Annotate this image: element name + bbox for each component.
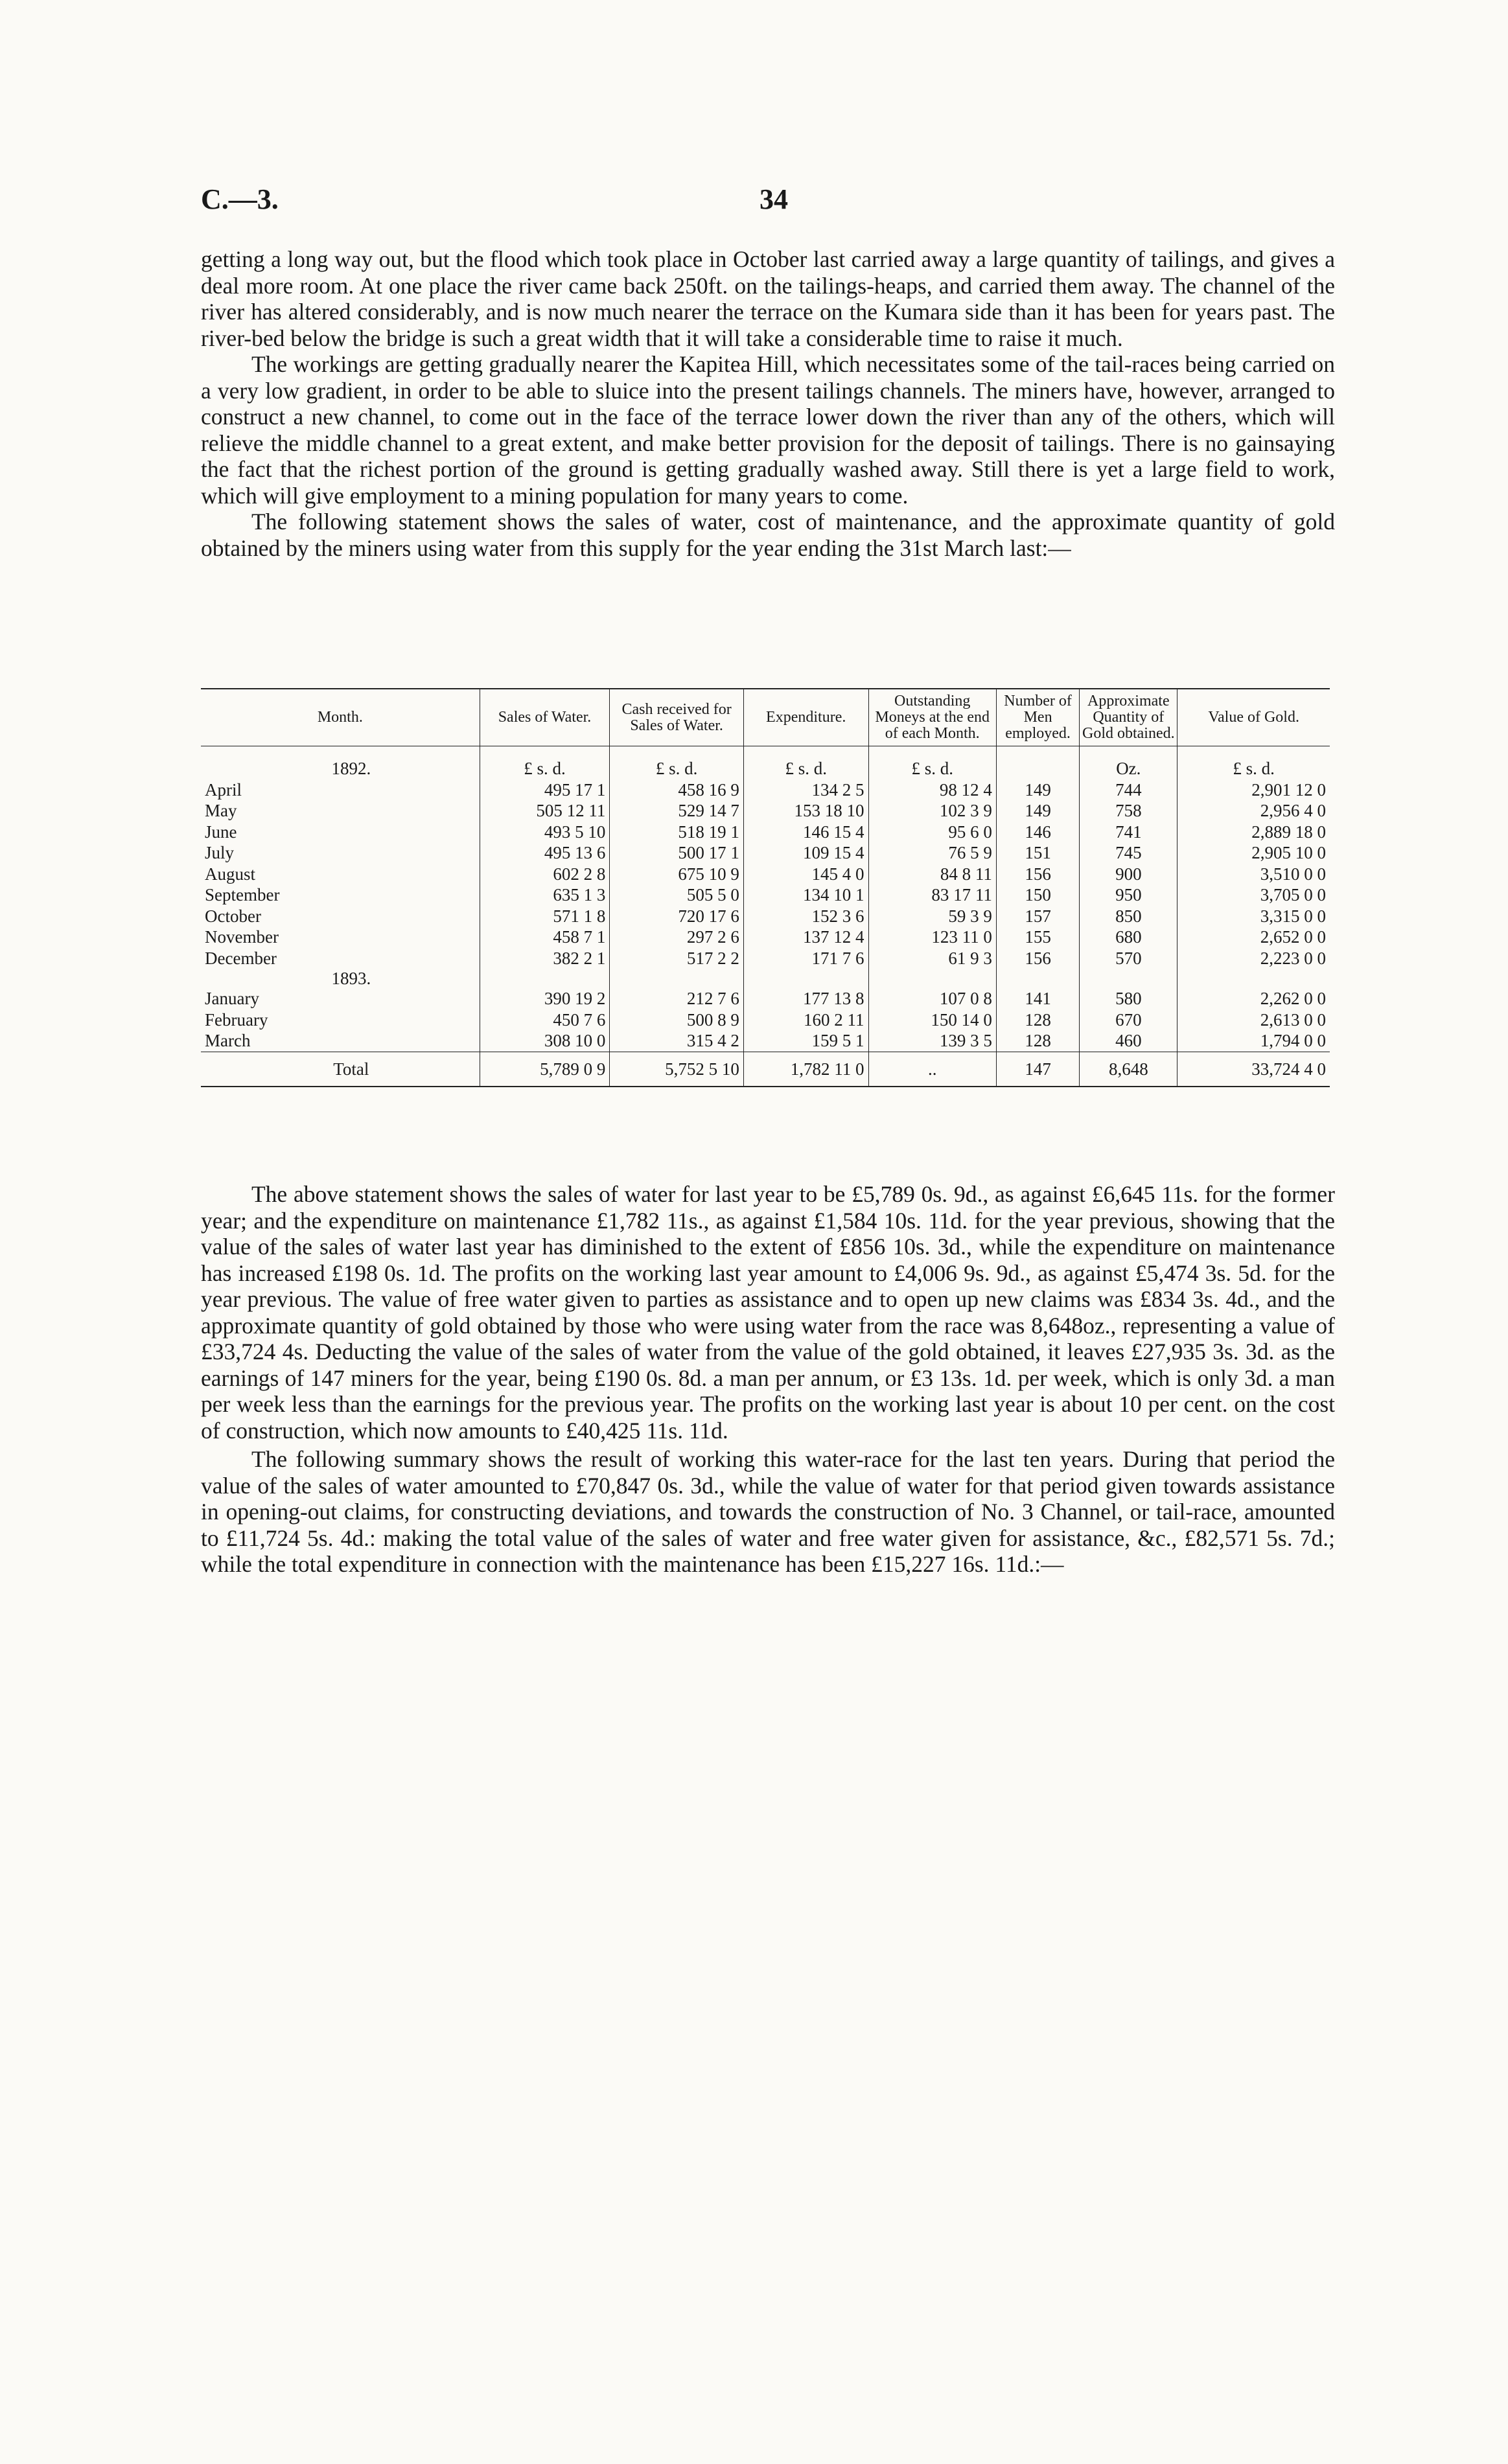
sales-cell: 571 1 8 xyxy=(480,906,610,927)
unit-label: £ s. d. xyxy=(743,746,868,779)
value-cell: 1,794 0 0 xyxy=(1177,1030,1330,1052)
total-cash-cell: 5,752 5 10 xyxy=(610,1052,743,1087)
empty-cell xyxy=(996,969,1079,988)
paragraph-summary-intro: The following summary shows the result of working this water-race for the last ten years. During that period the value of the sales of water amounted to £70,847 0s. 3d., while the value of water for that period given towards assistance in opening-out claims, for constructing deviations, and towards the construction of No. 3 Channel, or tail-race, amounted to £11,724 5s. 4d.: making the total value of the sales of water and free water given for assistance, &c., £82,571 5s. 7d.; while the total expenditure in connection with the maintenance has been £15,227 16s. 11d.:— xyxy=(201,1446,1335,1577)
cash-cell: 720 17 6 xyxy=(610,906,743,927)
table-row xyxy=(201,864,1330,885)
month-cell: September xyxy=(205,885,280,904)
unit-label: £ s. d. xyxy=(868,746,996,779)
oz-cell: 570 xyxy=(1080,948,1177,969)
cash-cell: 500 8 9 xyxy=(610,1009,743,1031)
unit-label: £ s. d. xyxy=(1177,746,1330,779)
cash-cell: 675 10 9 xyxy=(610,864,743,885)
paragraph-workings: The workings are getting gradually nearer the Kapitea Hill, which necessitates some of the tail-races being carried on a very low gradient, in order to be able to sluice into the present tailings channels. The miners have, however, arranged to construct a new channel, to come out in the face of the terrace lower down the river than any of the others, which will relieve the middle channel to a great extent, and make better provision for the deposit of tailings. There is no gainsaying the fact that the richest portion of the ground is getting gradually washed away. Still there is yet a large field to work, which will give employment to a mining population for many years to come. xyxy=(201,351,1335,509)
paragraph-statement-intro: The following statement shows the sales of water, cost of maintenance, and the approximate quantity of gold obtained by the miners using water from this supply for the year ending the 31st March last:— xyxy=(201,509,1335,561)
out-cell: 123 11 0 xyxy=(868,927,996,948)
out-cell: 98 12 4 xyxy=(868,779,996,801)
empty-cell xyxy=(743,969,868,988)
oz-cell: 460 xyxy=(1080,1030,1177,1052)
total-label: Total xyxy=(201,1052,480,1087)
exp-cell: 146 15 4 xyxy=(743,822,868,843)
oz-cell: 670 xyxy=(1080,1009,1177,1031)
sales-cell: 458 7 1 xyxy=(480,927,610,948)
sales-cell: 635 1 3 xyxy=(480,884,610,906)
month-cell: August xyxy=(205,864,256,884)
table-row xyxy=(201,1009,1330,1031)
month-cell: October xyxy=(205,906,261,926)
sales-cell: 505 12 11 xyxy=(480,800,610,822)
sales-cell: 308 10 0 xyxy=(480,1030,610,1052)
col-outstanding-header: Outstanding Moneys at the end of each Month. xyxy=(868,689,996,746)
table-row xyxy=(201,884,1330,906)
exp-cell: 177 13 8 xyxy=(743,988,868,1009)
sales-cell: 495 17 1 xyxy=(480,779,610,801)
table-row xyxy=(201,822,1330,843)
sales-cell: 450 7 6 xyxy=(480,1009,610,1031)
value-cell: 2,905 10 0 xyxy=(1177,842,1330,864)
men-cell: 156 xyxy=(996,948,1079,969)
year-label: 1893. xyxy=(331,969,371,988)
exp-cell: 152 3 6 xyxy=(743,906,868,927)
value-cell: 3,315 0 0 xyxy=(1177,906,1330,927)
col-gold-value-header: Value of Gold. xyxy=(1177,689,1330,746)
men-cell: 150 xyxy=(996,884,1079,906)
col-cash-header: Cash received for Sales of Water. xyxy=(610,689,743,746)
table-row xyxy=(201,948,1330,969)
total-sales-cell: 5,789 0 9 xyxy=(480,1052,610,1087)
out-cell: 150 14 0 xyxy=(868,1009,996,1031)
total-row xyxy=(201,1052,1330,1087)
oz-cell: 741 xyxy=(1080,822,1177,843)
oz-cell: 680 xyxy=(1080,927,1177,948)
unit-label: £ s. d. xyxy=(480,746,610,779)
cash-cell: 212 7 6 xyxy=(610,988,743,1009)
exp-cell: 160 2 11 xyxy=(743,1009,868,1031)
total-exp-cell: 1,782 11 0 xyxy=(743,1052,868,1087)
table-row xyxy=(201,988,1330,1009)
value-cell: 3,510 0 0 xyxy=(1177,864,1330,885)
cash-cell: 458 16 9 xyxy=(610,779,743,801)
exp-cell: 171 7 6 xyxy=(743,948,868,969)
value-cell: 2,889 18 0 xyxy=(1177,822,1330,843)
out-cell: 76 5 9 xyxy=(868,842,996,864)
value-cell: 2,652 0 0 xyxy=(1177,927,1330,948)
oz-cell: 900 xyxy=(1080,864,1177,885)
page-header xyxy=(201,183,1335,222)
body-text-lower xyxy=(201,1181,1335,1578)
out-cell: 61 9 3 xyxy=(868,948,996,969)
value-cell: 3,705 0 0 xyxy=(1177,884,1330,906)
year-row xyxy=(201,969,1330,988)
men-cell: 151 xyxy=(996,842,1079,864)
out-cell: 95 6 0 xyxy=(868,822,996,843)
value-cell: 2,223 0 0 xyxy=(1177,948,1330,969)
month-cell: April xyxy=(205,779,242,800)
empty-cell xyxy=(610,969,743,988)
men-cell: 149 xyxy=(996,779,1079,801)
document-reference: C.—3. xyxy=(201,183,279,215)
sales-cell: 495 13 6 xyxy=(480,842,610,864)
out-cell: 139 3 5 xyxy=(868,1030,996,1052)
col-sales-header: Sales of Water. xyxy=(480,689,610,746)
month-cell: February xyxy=(205,1009,268,1030)
oz-cell: 744 xyxy=(1080,779,1177,801)
oz-cell: 745 xyxy=(1080,842,1177,864)
table-row xyxy=(201,1030,1330,1052)
table-row xyxy=(201,927,1330,948)
year-label: 1892. xyxy=(331,759,371,778)
month-cell: January xyxy=(205,989,259,1008)
month-cell: June xyxy=(205,822,237,842)
empty-cell xyxy=(1080,969,1177,988)
unit-label: £ s. d. xyxy=(610,746,743,779)
page-number: 34 xyxy=(760,183,788,215)
empty-cell xyxy=(868,969,996,988)
cash-cell: 517 2 2 xyxy=(610,948,743,969)
value-cell: 2,262 0 0 xyxy=(1177,988,1330,1009)
table-header-row xyxy=(201,689,1330,746)
month-cell: November xyxy=(205,927,279,947)
month-cell: May xyxy=(205,801,237,820)
value-cell: 2,613 0 0 xyxy=(1177,1009,1330,1031)
table-row xyxy=(201,800,1330,822)
exp-cell: 159 5 1 xyxy=(743,1030,868,1052)
unit-label xyxy=(996,746,1079,779)
out-cell: 59 3 9 xyxy=(868,906,996,927)
oz-cell: 850 xyxy=(1080,906,1177,927)
oz-cell: 580 xyxy=(1080,988,1177,1009)
exp-cell: 134 10 1 xyxy=(743,884,868,906)
month-cell: March xyxy=(205,1031,251,1050)
men-cell: 141 xyxy=(996,988,1079,1009)
cash-cell: 529 14 7 xyxy=(610,800,743,822)
cash-cell: 297 2 6 xyxy=(610,927,743,948)
cash-cell: 518 19 1 xyxy=(610,822,743,843)
month-cell: July xyxy=(205,843,235,862)
col-expenditure-header: Expenditure. xyxy=(743,689,868,746)
men-cell: 156 xyxy=(996,864,1079,885)
men-cell: 128 xyxy=(996,1030,1079,1052)
exp-cell: 109 15 4 xyxy=(743,842,868,864)
col-men-header: Number of Men employed. xyxy=(996,689,1079,746)
cash-cell: 500 17 1 xyxy=(610,842,743,864)
exp-cell: 134 2 5 xyxy=(743,779,868,801)
men-cell: 146 xyxy=(996,822,1079,843)
month-cell: December xyxy=(205,948,277,968)
sales-cell: 493 5 10 xyxy=(480,822,610,843)
unit-label: Oz. xyxy=(1080,746,1177,779)
cash-cell: 505 5 0 xyxy=(610,884,743,906)
sales-cell: 390 19 2 xyxy=(480,988,610,1009)
table-row xyxy=(201,842,1330,864)
total-men-cell: 147 xyxy=(996,1052,1079,1087)
men-cell: 128 xyxy=(996,1009,1079,1031)
sales-cell: 382 2 1 xyxy=(480,948,610,969)
exp-cell: 137 12 4 xyxy=(743,927,868,948)
body-text-upper xyxy=(201,246,1335,561)
oz-cell: 950 xyxy=(1080,884,1177,906)
sales-cell: 602 2 8 xyxy=(480,864,610,885)
oz-cell: 758 xyxy=(1080,800,1177,822)
col-gold-qty-header: Approximate Quantity of Gold obtained. xyxy=(1080,689,1177,746)
empty-cell xyxy=(1177,969,1330,988)
total-oz-cell: 8,648 xyxy=(1080,1052,1177,1087)
men-cell: 149 xyxy=(996,800,1079,822)
exp-cell: 145 4 0 xyxy=(743,864,868,885)
units-row xyxy=(201,746,1330,779)
men-cell: 155 xyxy=(996,927,1079,948)
men-cell: 157 xyxy=(996,906,1079,927)
out-cell: 102 3 9 xyxy=(868,800,996,822)
total-out-cell: .. xyxy=(868,1052,996,1087)
value-cell: 2,956 4 0 xyxy=(1177,800,1330,822)
paragraph-continuation: getting a long way out, but the flood which took place in October last carried away a large quantity of tailings, and gives a deal more room. At one place the river came back 250ft. on the tailings-heaps, and carried them away. The channel of the river has altered considerably, and is now much nearer the terrace on the Kumara side than it has been for years past. The river-bed below the bridge is such a great width that it will take a considerable time to raise it much. xyxy=(201,246,1335,351)
exp-cell: 153 18 10 xyxy=(743,800,868,822)
paragraph-analysis: The above statement shows the sales of water for last year to be £5,789 0s. 9d., as against £6,645 11s. for the former year; and the expenditure on maintenance £1,782 11s., as against £1,584 10s. 11d. for the year previous, showing that the value of the sales of water last year has diminished to the extent of £856 10s. 3d., while the expenditure on maintenance has increased £198 0s. 1d. The profits on the working last year amount to £4,006 9s. 9d., as against £5,474 3s. 5d. for the year previous. The value of free water given to parties as assistance and to open up new claims was £834 3s. 4d., and the approximate quantity of gold obtained by those who were using water from the race was 8,648oz., representing a value of £33,724 4s. Deducting the value of the sales of water from the value of the gold obtained, it leaves £27,935 3s. 3d. as the earnings of 147 miners for the year, being £190 0s. 8d. a man per annum, or £3 13s. 1d. per week, which is only 3d. a man per week less than the earnings for the previous year. The profits on the working last year is about 10 per cent. on the cost of construction, which now amounts to £40,425 11s. 11d. xyxy=(201,1181,1335,1444)
value-cell: 2,901 12 0 xyxy=(1177,779,1330,801)
table-row xyxy=(201,906,1330,927)
water-sales-table xyxy=(201,688,1330,1087)
empty-cell xyxy=(480,969,610,988)
cash-cell: 315 4 2 xyxy=(610,1030,743,1052)
out-cell: 83 17 11 xyxy=(868,884,996,906)
total-value-cell: 33,724 4 0 xyxy=(1177,1052,1330,1087)
out-cell: 84 8 11 xyxy=(868,864,996,885)
col-month-header: Month. xyxy=(201,689,480,746)
out-cell: 107 0 8 xyxy=(868,988,996,1009)
table-row xyxy=(201,779,1330,801)
